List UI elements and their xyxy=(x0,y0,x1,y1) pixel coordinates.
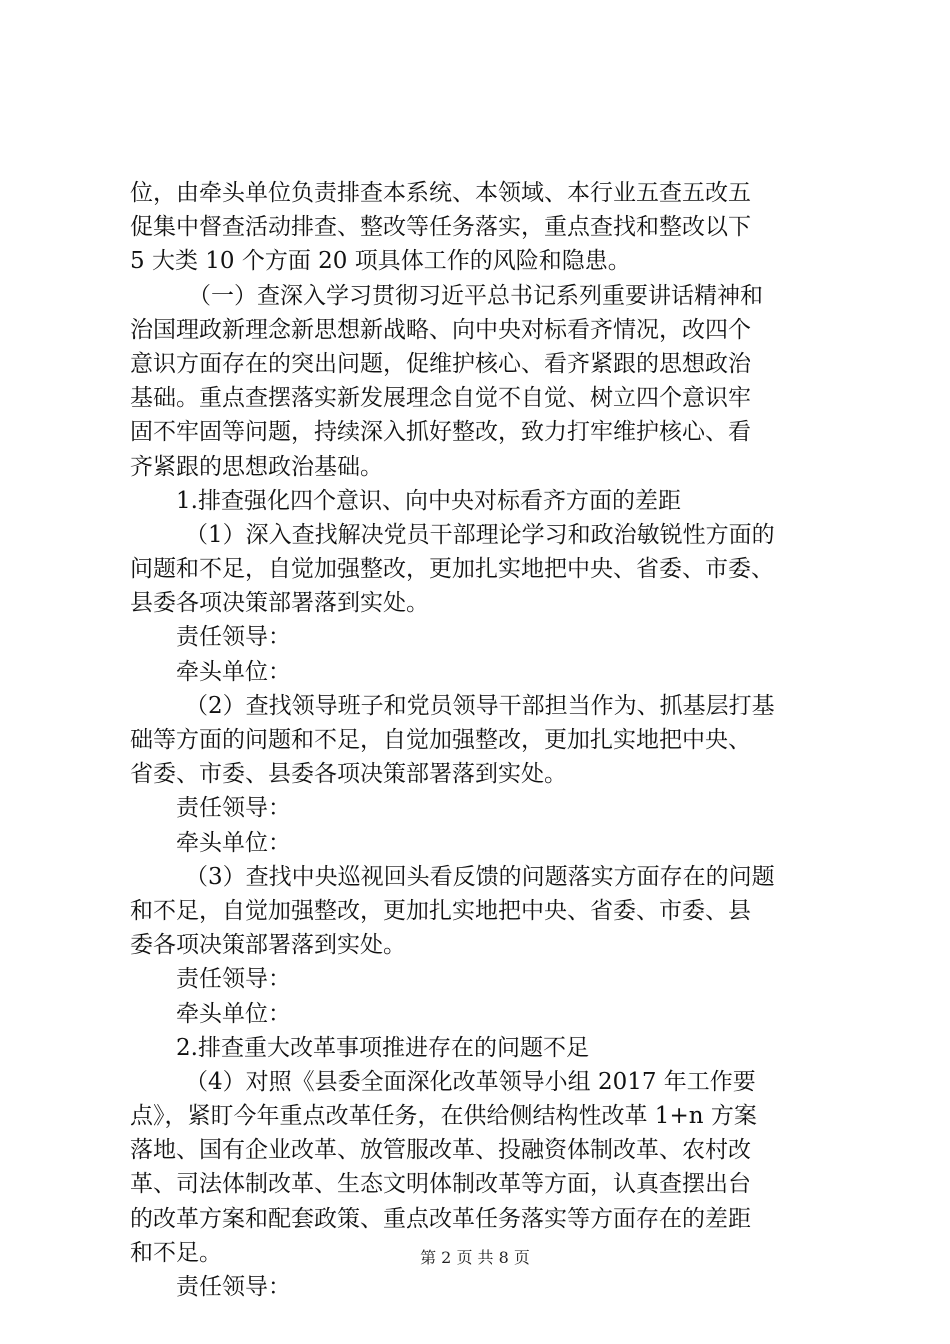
responsible-leader-label: 责任领导： xyxy=(176,624,291,651)
text-line: 革、司法体制改革、生态文明体制改革等方面，认真查摆出台 xyxy=(130,1171,751,1198)
text-line: 础等方面的问题和不足，自觉加强整改，更加扎实地把中央、 xyxy=(130,727,751,753)
text-line: 问题和不足，自觉加强整改，更加扎实地把中央、省委、市委、 xyxy=(130,556,774,583)
responsible-leader-label: 责任领导： xyxy=(176,966,291,993)
text-line: 基础。重点查摆落实新发展理念自觉不自觉、树立四个意识牢 xyxy=(130,385,751,412)
page-number-footer: 第 2 页 共 8 页 xyxy=(420,1248,530,1267)
text-line: 固不牢固等问题，持续深入抓好整改，致力打牢维护核心、看 xyxy=(130,419,751,446)
text-line: 和不足。 xyxy=(130,1239,222,1266)
text-line: 促集中督查活动排查、整改等任务落实，重点查找和整改以下 xyxy=(130,214,751,241)
responsible-leader-label: 责任领导： xyxy=(176,1274,291,1300)
text-line: 委各项决策部署落到实处。 xyxy=(130,932,406,959)
responsible-leader-label: 责任领导： xyxy=(176,795,291,822)
text-line: 县委各项决策部署落到实处。 xyxy=(130,590,429,617)
subsection-heading-2: 2.排查重大改革事项推进存在的问题不足 xyxy=(176,1034,589,1061)
lead-unit-label: 牵头单位： xyxy=(176,1000,291,1027)
text-line: 位，由牵头单位负责排查本系统、本领域、本行业五查五改五 xyxy=(130,180,751,206)
subsection-heading-1: 1.排查强化四个意识、向中央对标看齐方面的差距 xyxy=(176,487,681,514)
item-2: （2）查找领导班子和党员领导干部担当作为、抓基层打基 xyxy=(185,692,775,719)
text-line: 点》，紧盯今年重点改革任务，在供给侧结构性改革 1+n 方案 xyxy=(130,1103,757,1130)
text-line: 省委、市委、县委各项决策部署落到实处。 xyxy=(130,761,567,788)
text-line: 的改革方案和配套政策、重点改革任务落实等方面存在的差距 xyxy=(130,1205,751,1232)
item-3: （3）查找中央巡视回头看反馈的问题落实方面存在的问题 xyxy=(185,863,775,890)
text-line: 治国理政新理念新思想新战略、向中央对标看齐情况，改四个 xyxy=(130,316,751,343)
item-1: （1）深入查找解决党员干部理论学习和政治敏锐性方面的 xyxy=(185,521,775,548)
text-line: 5 大类 10 个方面 20 项具体工作的风险和隐患。 xyxy=(130,248,631,275)
lead-unit-label: 牵头单位： xyxy=(176,829,291,856)
text-line: 齐紧跟的思想政治基础。 xyxy=(130,453,383,480)
section-heading-1: （一）查深入学习贯彻习近平总书记系列重要讲话精神和 xyxy=(188,282,763,309)
document-body xyxy=(130,176,830,1304)
item-4: （4）对照《县委全面深化改革领导小组 2017 年工作要 xyxy=(185,1068,756,1095)
lead-unit-label: 牵头单位： xyxy=(176,658,291,685)
text-line: 落地、国有企业改革、放管服改革、投融资体制改革、农村改 xyxy=(130,1137,751,1164)
text-line: 和不足，自觉加强整改，更加扎实地把中央、省委、市委、县 xyxy=(130,897,751,924)
text-line: 意识方面存在的突出问题，促维护核心、看齐紧跟的思想政治 xyxy=(130,350,751,377)
